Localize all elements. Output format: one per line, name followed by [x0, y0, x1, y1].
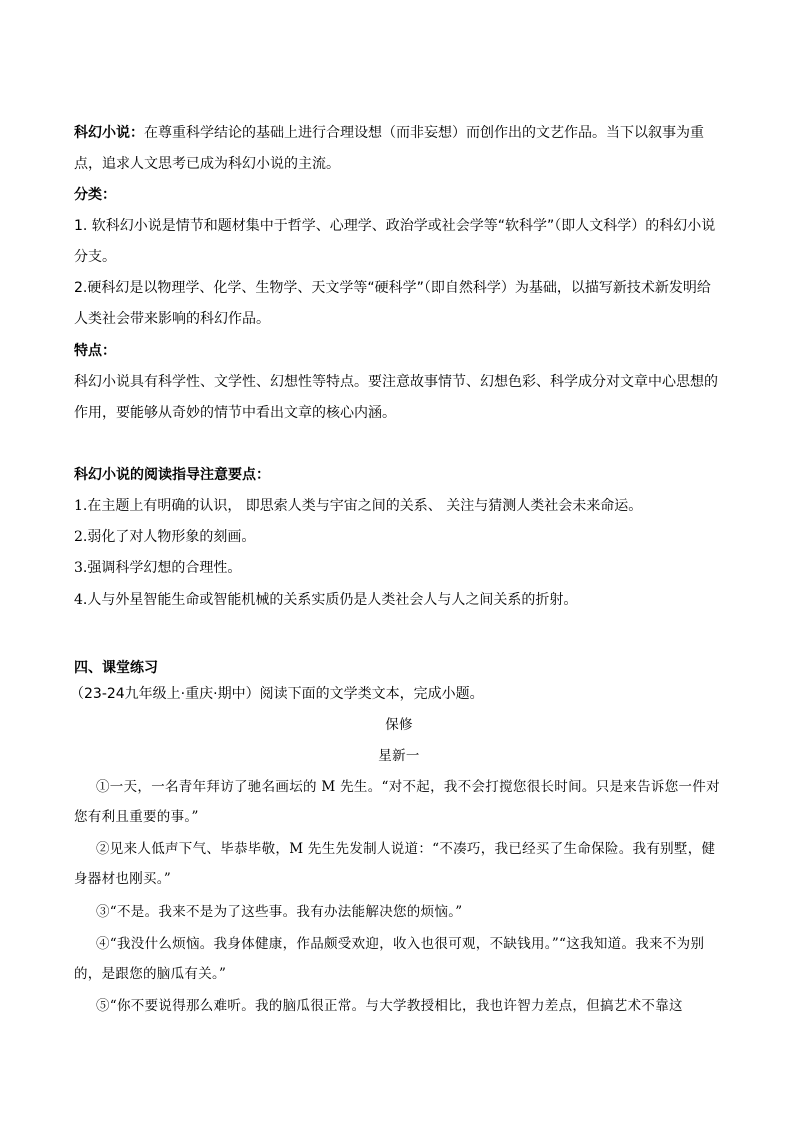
guide-heading: 科幻小说的阅读指导注意要点： [74, 467, 270, 483]
story-paragraph-1: ①一天，一名青年拜访了驰名画坛的 M 先生。“对不起，我不会打搅您很长时间。只是来告诉您一件对您有利且重要的事。” [74, 779, 720, 825]
classification-item-1: 1. 软科幻小说是情节和题材集中于哲学、心理学、政治学或社会学等“软科学”（即人文科学）的科幻小说分支。 [74, 218, 716, 265]
story-author: 星新一 [378, 748, 420, 764]
definition-text: 在尊重科学结论的基础上进行合理设想（而非妄想）而创作出的文艺作品。当下以叙事为重点，追求人文思考已成为科幻小说的主流。 [74, 125, 704, 172]
story-paragraph-5: ⑤“你不要说得那么难听。我的脑瓜很正常。与大学教授相比，我也许智力差点，但搞艺术不靠这 [96, 998, 683, 1014]
guide-item-3: 3.强调科学幻想的合理性。 [74, 560, 242, 576]
story-paragraph-2: ②见来人低声下气、毕恭毕敬，M 先生先发制人说道：“不凑巧，我已经买了生命保险。我有别墅，健身器材也刚买。” [74, 841, 716, 887]
guide-item-1: 1.在主题上有明确的认识， 即思索人类与宇宙之间的关系、 关注与猜测人类社会未来命运。 [74, 498, 643, 514]
classification-item-2: 2.硬科幻是以物理学、化学、生物学、天文学等“硬科学”（即自然科学）为基础，以描写新技术新发明给人类社会带来影响的科幻作品。 [74, 280, 711, 327]
definition-paragraph [74, 118, 724, 180]
guide-item-2: 2.弱化了对人物形象的刻画。 [74, 529, 256, 545]
practice-source-line: （23-24九年级上·重庆·期中）阅读下面的文学类文本，完成小题。 [70, 686, 484, 702]
story-paragraph-4: ④“我没什么烦恼。我身体健康，作品颇受欢迎，收入也很可观，不缺钱用。”“这我知道。我来不为别的，是跟您的脑瓜有关。” [74, 936, 705, 982]
features-heading: 特点： [74, 343, 116, 359]
features-text: 科幻小说具有科学性、文学性、幻想性等特点。要注意故事情节、幻想色彩、科学成分对文章中心思想的作用，要能够从奇妙的情节中看出文章的核心内涵。 [74, 374, 718, 421]
story-title: 保修 [385, 717, 413, 733]
definition-label: 科幻小说： [74, 125, 144, 141]
practice-heading: 四、课堂练习 [74, 660, 158, 676]
classification-heading: 分类： [74, 187, 116, 203]
guide-item-4: 4.人与外星智能生命或智能机械的关系实质仍是人类社会人与人之间关系的折射。 [74, 592, 578, 608]
story-paragraph-3: ③“不是。我来不是为了这些事。我有办法能解决您的烦恼。” [96, 904, 463, 920]
